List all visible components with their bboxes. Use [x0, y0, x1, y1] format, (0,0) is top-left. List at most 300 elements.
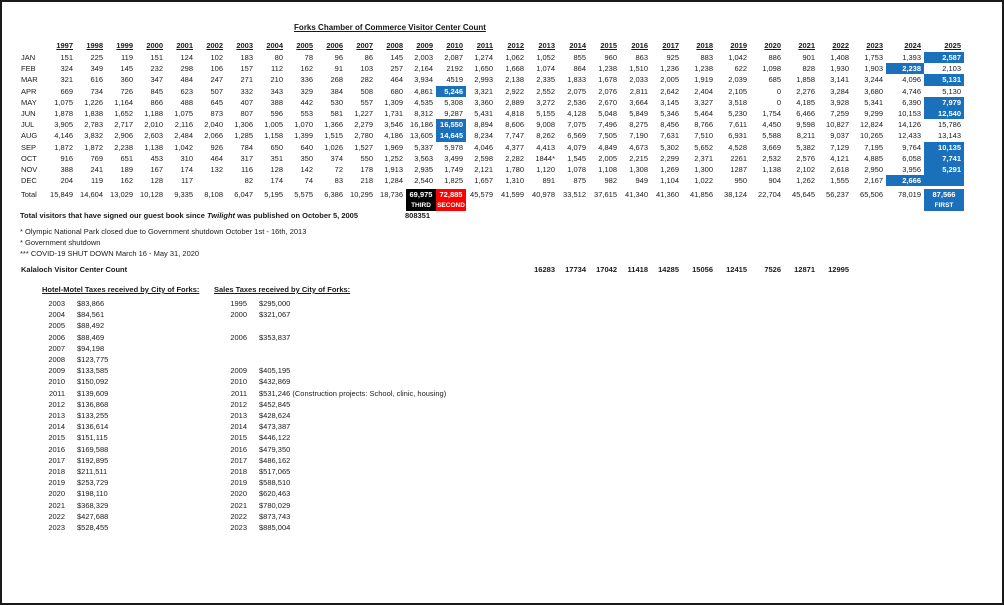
- sales-tax-year: 2012: [230, 399, 247, 409]
- visitor-month-row: [20, 175, 964, 186]
- visitor-count-cell: 3,956: [902, 165, 921, 175]
- visitor-count-cell: 2,670: [598, 97, 617, 107]
- total-value: 41,340: [625, 190, 648, 200]
- visitor-count-cell: 3,141: [830, 75, 849, 85]
- sales-tax-year: [214, 320, 247, 331]
- visitor-count-cell: 10,827: [826, 120, 849, 130]
- month-label: AUG: [21, 131, 38, 141]
- visitor-count-cell: 4,377: [505, 142, 524, 152]
- visitor-count-cell: 4,849: [598, 142, 617, 152]
- visitor-count-cell: 557: [360, 97, 373, 107]
- hotel-motel-tax-year: 2008: [48, 355, 65, 365]
- year-header: 2010: [446, 41, 463, 50]
- visitor-count-cell: 128: [150, 176, 163, 186]
- visitor-count-cell: 4,450: [762, 120, 781, 130]
- corner-cell: [20, 40, 46, 52]
- visitor-count-cell: 1,042: [728, 53, 747, 62]
- year-header: 2015: [600, 41, 617, 50]
- visitor-count-cell: 1,300: [694, 165, 713, 175]
- visitor-count-cell: 873: [210, 109, 223, 119]
- visitor-count-cell: 9,008: [536, 120, 555, 130]
- total-value: 15,849: [50, 190, 73, 200]
- visitor-count-cell: 5,849: [629, 109, 648, 119]
- visitor-count-cell: 6,390: [902, 97, 921, 107]
- hotel-motel-tax-year: 2004: [48, 310, 65, 320]
- visitor-count-cell: 2,238: [114, 142, 133, 152]
- visitor-count-cell: 9,037: [830, 131, 849, 141]
- visitor-month-row: [20, 153, 964, 164]
- sales-tax-value: $486,162: [259, 455, 291, 465]
- visitor-count-cell: 5,131: [924, 74, 964, 85]
- visitor-count-cell: 8,262: [536, 131, 555, 141]
- year-header: 2022: [832, 41, 849, 50]
- visitor-count-cell: 16,550: [436, 119, 466, 130]
- visitor-count-cell: 855: [573, 53, 586, 62]
- sales-tax-value: $428,624: [259, 411, 291, 421]
- visitor-count-cell: 5,382: [796, 142, 815, 152]
- visitor-count-cell: 1,285: [234, 131, 253, 141]
- visitor-count-cell: 866: [150, 97, 163, 107]
- year-header: 2000: [146, 41, 163, 50]
- visitor-count-cell: 82: [244, 176, 253, 186]
- visitor-count-cell: 623: [180, 86, 193, 96]
- visitor-count-cell: 225: [90, 53, 103, 62]
- visitor-count-cell: 2,906: [114, 131, 133, 141]
- hotel-motel-tax-value: $123,775: [77, 355, 109, 365]
- visitor-count-cell: 3,664: [629, 97, 648, 107]
- visitor-count-cell: 5,978: [444, 142, 463, 152]
- visitor-count-cell: 10,265: [860, 131, 883, 141]
- hotel-motel-tax-year: 2011: [48, 388, 65, 398]
- visitor-count-cell: 1,825: [444, 176, 463, 186]
- visitor-count-cell: 4,535: [414, 97, 433, 107]
- hotel-motel-tax-value: $150,092: [77, 377, 109, 387]
- tax-row: [42, 343, 547, 354]
- visitor-count-cell: 7,259: [830, 109, 849, 119]
- tax-row: [42, 421, 547, 432]
- sales-tax-year: 2023: [230, 523, 247, 533]
- visitor-count-cell: 904: [768, 176, 781, 186]
- hotel-motel-tax-year: 2018: [48, 467, 65, 477]
- tax-row: [42, 455, 547, 466]
- visitor-count-cell: 4,146: [54, 131, 73, 141]
- visitor-count-cell: 2,717: [114, 120, 133, 130]
- sales-tax-year: 1995: [230, 299, 247, 308]
- visitor-count-cell: 102: [210, 53, 223, 62]
- visitor-count-cell: 282: [360, 75, 373, 85]
- visitor-count-cell: 1,858: [796, 75, 815, 85]
- visitor-count-cell: 886: [768, 53, 781, 62]
- visitor-month-row: [20, 63, 964, 74]
- tax-row: [42, 388, 547, 399]
- sales-tax-year: 2019: [230, 478, 247, 488]
- visitor-count-cell: 2,335: [536, 75, 555, 85]
- kalaloch-count-cell: 7526: [764, 265, 781, 274]
- visitor-count-cell: 178: [360, 165, 373, 175]
- visitor-count-cell: 442: [300, 97, 313, 107]
- visitor-count-cell: 685: [768, 75, 781, 85]
- sales-tax-year: 2022: [230, 511, 247, 521]
- visitor-count-cell: 1,138: [144, 142, 163, 152]
- visitor-count-cell: 828: [802, 64, 815, 74]
- visitor-count-cell: 324: [60, 64, 73, 74]
- visitor-count-cell: 4,046: [474, 142, 493, 152]
- visitor-count-cell: 4,413: [536, 142, 555, 152]
- tax-row: [42, 477, 547, 488]
- tax-row: [42, 444, 547, 455]
- visitor-count-cell: 257: [390, 64, 403, 74]
- visitor-count-cell: 298: [180, 64, 193, 74]
- sales-tax-value: $588,510: [259, 478, 291, 488]
- visitor-count-cell: 116: [241, 165, 253, 175]
- sales-tax-year: 2021: [230, 500, 247, 510]
- visitor-count-cell: 142: [300, 165, 313, 175]
- visitor-count-cell: 8,312: [414, 109, 433, 119]
- visitor-count-cell: 1,652: [114, 109, 133, 119]
- month-label: JAN: [21, 53, 36, 62]
- visitor-count-cell: 350: [300, 153, 313, 163]
- tax-row: [42, 500, 547, 511]
- visitor-count-cell: 925: [666, 53, 679, 62]
- visitor-count-cell: 162: [120, 176, 133, 186]
- year-header: 2007: [356, 41, 373, 50]
- month-label: OCT: [21, 153, 37, 163]
- visitor-count-cell: 4,128: [567, 109, 586, 119]
- kalaloch-count-cell: 16283: [534, 265, 555, 274]
- visitor-count-cell: 1,969: [384, 142, 403, 152]
- visitor-count-cell: 189: [120, 165, 133, 175]
- year-header: 1999: [116, 41, 133, 50]
- visitor-count-cell: 1,749: [444, 165, 463, 175]
- visitor-count-cell: 5,302: [660, 142, 679, 152]
- total-value: 72,885: [439, 190, 463, 200]
- visitor-count-cell: 3,563: [414, 153, 433, 163]
- visitor-count-cell: 5,431: [474, 109, 493, 119]
- visitor-count-cell: 124: [180, 53, 193, 62]
- visitor-count-cell: 2,618: [830, 165, 849, 175]
- year-header: 2005: [296, 41, 313, 50]
- visitor-count-cell: 388: [60, 165, 73, 175]
- total-value: 41,856: [690, 190, 713, 200]
- visitor-count-cell: 343: [270, 86, 283, 96]
- visitor-count-cell: 1,042: [174, 142, 193, 152]
- visitor-count-cell: 3,284: [830, 86, 849, 96]
- year-header: 2002: [206, 41, 223, 50]
- visitor-count-cell: 4519: [446, 75, 463, 85]
- visitor-count-cell: 3,905: [54, 120, 73, 130]
- footnotes: [20, 227, 306, 259]
- total-value: 37,615: [594, 190, 617, 200]
- total-value: 45,579: [470, 190, 493, 200]
- year-header: 2023: [866, 41, 883, 50]
- year-header: 1997: [56, 41, 73, 50]
- visitor-count-cell: 5,308: [444, 97, 463, 107]
- sales-tax-value: $321,067: [259, 310, 291, 320]
- visitor-count-cell: 14,126: [898, 120, 921, 130]
- visitor-count-cell: 1,878: [54, 109, 73, 119]
- visitor-count-cell: 1,022: [694, 176, 713, 186]
- visitor-count-cell: 7,611: [728, 120, 747, 130]
- tax-row: [42, 332, 547, 343]
- visitor-count-cell: 3,546: [384, 120, 403, 130]
- visitor-count-cell: 5,155: [536, 109, 555, 119]
- total-value: 78,019: [898, 190, 921, 200]
- visitor-count-cell: 4,185: [796, 97, 815, 107]
- hotel-motel-tax-year: 2005: [48, 321, 65, 331]
- visitor-count-cell: 1,366: [324, 120, 343, 130]
- tax-row: [42, 376, 547, 387]
- visitor-count-cell: 1,527: [354, 142, 373, 152]
- sales-tax-year: 2010: [230, 377, 247, 387]
- visitor-count-cell: 6,931: [728, 131, 747, 141]
- total-value: 22,704: [758, 190, 781, 200]
- visitor-count-cell: 157: [240, 64, 253, 74]
- sales-tax-year: 2013: [230, 411, 247, 421]
- visitor-count-cell: 351: [270, 153, 283, 163]
- sales-tax-value: $446,122: [259, 433, 291, 443]
- total-value: 45,645: [792, 190, 815, 200]
- hotel-motel-tax-value: $427,688: [77, 511, 109, 521]
- kalaloch-count-cell: [924, 264, 964, 276]
- visitor-count-cell: 3,680: [864, 86, 883, 96]
- visitor-count-cell: 1,838: [84, 109, 103, 119]
- hotel-motel-tax-value: $192,895: [77, 455, 109, 465]
- visitor-count-cell: 5,588: [762, 131, 781, 141]
- visitor-count-cell: 2,102: [796, 165, 815, 175]
- visitor-count-cell: 13,605: [410, 131, 433, 141]
- visitor-count-cell: 9,287: [444, 109, 463, 119]
- visitor-count-cell: 1,668: [505, 64, 524, 74]
- total-value: 9,335: [174, 190, 193, 200]
- month-label: NOV: [21, 165, 38, 175]
- visitor-count-cell: 5,346: [660, 109, 679, 119]
- visitor-count-cell: 1,393: [902, 53, 921, 62]
- month-label: DEC: [21, 176, 37, 186]
- visitor-count-cell: 669: [60, 86, 73, 96]
- visitor-count-cell: 1,515: [324, 131, 343, 141]
- visitor-count-cell: 2,889: [505, 97, 524, 107]
- visitor-count-cell: 1,138: [762, 165, 781, 175]
- hotel-motel-tax-year: 2007: [48, 343, 65, 353]
- tax-row: [42, 399, 547, 410]
- visitor-count-cell: 78: [304, 53, 313, 62]
- month-label: JUL: [21, 120, 35, 130]
- visitor-count-cell: 2,005: [598, 153, 617, 163]
- visitor-count-cell: 2,576: [796, 153, 815, 163]
- month-label: JUN: [21, 109, 36, 119]
- hotel-motel-tax-year: 2021: [48, 500, 65, 510]
- visitor-count-cell: 2,075: [567, 86, 586, 96]
- visitor-count-cell: 1,078: [567, 165, 586, 175]
- visitor-count-cell: 1,070: [294, 120, 313, 130]
- visitor-count-cell: 1,919: [694, 75, 713, 85]
- visitor-count-cell: 464: [210, 153, 223, 163]
- hotel-motel-tax-value: $88,492: [77, 321, 105, 331]
- visitor-count-cell: 162: [300, 64, 313, 74]
- visitor-count-cell: 1,872: [84, 142, 103, 152]
- visitor-count-cell: 9,299: [864, 109, 883, 119]
- visitor-count-cell: 1,269: [660, 165, 679, 175]
- visitor-count-cell: 1,074: [536, 64, 555, 74]
- month-label: FEB: [21, 64, 36, 74]
- visitor-count-cell: 15,786: [938, 120, 961, 130]
- year-header: 2004: [266, 41, 283, 50]
- visitor-count-cell: 2,164: [414, 64, 433, 74]
- hotel-motel-tax-value: $528,455: [77, 523, 109, 533]
- total-value: 56,237: [826, 190, 849, 200]
- visitor-count-cell: 960: [604, 53, 617, 62]
- sales-tax-value: $780,029: [259, 500, 291, 510]
- visitor-count-cell: 310: [180, 153, 193, 163]
- hotel-motel-tax-year: 2020: [48, 489, 65, 499]
- hotel-motel-tax-year: 2017: [48, 455, 65, 465]
- total-value: 6,386: [324, 190, 343, 200]
- page-title: Forks Chamber of Commerce Visitor Center Count: [294, 23, 486, 32]
- total-value: 13,029: [110, 190, 133, 200]
- hotel-motel-tax-value: $88,469: [77, 332, 105, 342]
- visitor-count-cell: 1,309: [384, 97, 403, 107]
- total-value: 8,108: [204, 190, 223, 200]
- visitor-count-cell: 2,532: [762, 153, 781, 163]
- visitor-count-cell: 349: [90, 64, 103, 74]
- hotel-motel-tax-value: $211,511: [77, 467, 108, 477]
- total-value: 40,978: [532, 190, 555, 200]
- visitor-count-cell: 5,652: [694, 142, 713, 152]
- guest-book-twilight: Twilight: [207, 211, 236, 220]
- rank-label: FIRST: [934, 201, 954, 209]
- visitor-count-cell: 174: [270, 176, 283, 186]
- visitor-count-cell: 329: [300, 86, 313, 96]
- visitor-count-cell: 119: [121, 53, 133, 62]
- visitor-count-cell: 2,484: [174, 131, 193, 141]
- visitor-count-cell: 1,227: [354, 109, 373, 119]
- kalaloch-row: [20, 264, 964, 276]
- visitor-count-cell: 769: [90, 153, 103, 163]
- visitor-month-row: [20, 74, 964, 85]
- visitor-count-cell: 484: [180, 75, 193, 85]
- visitor-count-cell: 1,262: [796, 176, 815, 186]
- year-header: 2016: [631, 41, 648, 50]
- visitor-count-cell: 1,238: [694, 64, 713, 74]
- visitor-count-cell: 1,108: [598, 165, 617, 175]
- tax-row: [42, 320, 547, 331]
- guest-book-text-prefix: Total visitors that have signed our guest book since: [20, 211, 205, 220]
- visitor-count-cell: 7,075: [567, 120, 586, 130]
- visitor-count-cell: 2192: [446, 64, 463, 74]
- year-header: 2011: [476, 41, 493, 50]
- visitor-count-cell: 83: [334, 176, 343, 186]
- sales-tax-value: [247, 354, 547, 365]
- visitor-count-cell: 640: [300, 142, 313, 152]
- kalaloch-count-cell: 17734: [565, 265, 586, 274]
- hotel-motel-tax-value: $94,198: [77, 343, 105, 353]
- tax-row: [42, 410, 547, 421]
- total-row: [20, 189, 964, 211]
- visitor-count-cell: 2,238: [886, 63, 924, 74]
- visitor-count-cell: 10,153: [898, 109, 921, 119]
- visitor-count-cell: 807: [240, 109, 253, 119]
- sales-tax-year: [214, 343, 247, 354]
- year-header: 2006: [326, 41, 343, 50]
- visitor-count-cell: 2,552: [536, 86, 555, 96]
- total-rank-cell: [436, 189, 466, 211]
- visitor-count-cell: 5,464: [694, 109, 713, 119]
- visitor-count-cell: 2,167: [864, 176, 883, 186]
- visitor-count-cell: 241: [90, 165, 103, 175]
- visitor-count-cell: 6,569: [567, 131, 586, 141]
- visitor-count-cell: 2,010: [144, 120, 163, 130]
- visitor-count-cell: 650: [270, 142, 283, 152]
- sales-tax-value: $873,743: [259, 511, 291, 521]
- sales-tax-year: 2006: [230, 332, 247, 342]
- visitor-count-cell: 2,603: [144, 131, 163, 141]
- visitor-count-cell: 2,103: [942, 64, 961, 74]
- visitor-count-cell: 2,215: [629, 153, 648, 163]
- visitor-count-cell: 374: [330, 153, 343, 163]
- total-value: 10,295: [350, 190, 373, 200]
- visitor-count-cell: 2,540: [414, 176, 433, 186]
- sales-tax-year: 2011: [230, 388, 247, 398]
- total-value: 14,604: [80, 190, 103, 200]
- visitor-count-cell: 4,528: [728, 142, 747, 152]
- visitor-count-cell: 1,075: [174, 109, 193, 119]
- visitor-count-cell: 622: [734, 64, 747, 74]
- visitor-count-cell: 347: [150, 75, 163, 85]
- visitor-count-cell: 1,657: [474, 176, 493, 186]
- visitor-count-cell: 8,275: [629, 120, 648, 130]
- visitor-count-cell: 1,164: [114, 97, 133, 107]
- visitor-count-cell: 145: [120, 64, 133, 74]
- month-label: SEP: [21, 142, 37, 152]
- kalaloch-count-cell: 12415: [726, 265, 747, 274]
- visitor-count-cell: 117: [181, 176, 193, 186]
- visitor-count-cell: 891: [542, 176, 555, 186]
- year-header: 2020: [764, 41, 781, 50]
- visitor-count-cell: 2,105: [728, 86, 747, 96]
- visitor-count-cell: 74: [304, 176, 313, 186]
- month-label: MAR: [21, 75, 38, 85]
- sales-tax-year: [214, 354, 247, 365]
- visitor-count-cell: 1,052: [536, 53, 555, 62]
- visitor-count-cell: 1,284: [384, 176, 403, 186]
- sales-tax-value: $432,869: [259, 377, 291, 387]
- hotel-motel-tax-value: $83,866: [77, 299, 105, 308]
- visitor-count-cell: 508: [360, 86, 373, 96]
- visitor-count-cell: 2,279: [354, 120, 373, 130]
- visitor-count-cell: 1287: [730, 165, 747, 175]
- hotel-motel-tax-year: 2006: [48, 332, 65, 342]
- visitor-count-cell: 210: [270, 75, 283, 85]
- visitor-count-cell: 6,466: [796, 109, 815, 119]
- visitor-month-row: [20, 119, 964, 130]
- visitor-count-cell: 4,885: [864, 153, 883, 163]
- sales-tax-year: 2018: [230, 467, 247, 477]
- visitor-count-cell: 10,135: [924, 142, 964, 153]
- visitor-count-cell: 4,818: [505, 109, 524, 119]
- visitor-count-cell: 145: [390, 53, 403, 62]
- visitor-count-cell: 2,922: [505, 86, 524, 96]
- total-value: 65,506: [860, 190, 883, 200]
- visitor-count-cell: 5,246: [436, 86, 466, 97]
- visitor-month-row: [20, 130, 964, 141]
- rank-label: THIRD: [411, 201, 431, 209]
- visitor-count-cell: 86: [364, 53, 373, 62]
- sales-tax-year: 2016: [230, 444, 247, 454]
- visitor-count-cell: 916: [60, 153, 73, 163]
- visitor-count-cell: 863: [635, 53, 648, 62]
- visitor-count-cell: 384: [330, 86, 343, 96]
- visitor-count-cell: 3,360: [474, 97, 493, 107]
